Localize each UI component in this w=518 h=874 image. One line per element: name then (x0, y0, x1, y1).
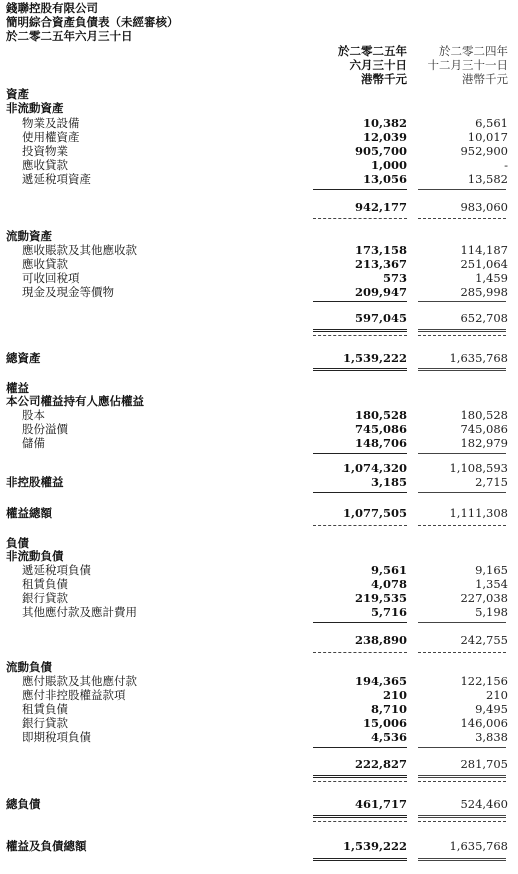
row-label: 銀行貸款 (22, 591, 68, 605)
section-non-current-assets: 非流動資產 (6, 101, 64, 115)
subtotal-current: 238,890 (354, 633, 407, 647)
rule-line (418, 652, 506, 653)
row-prior: 227,038 (460, 591, 508, 605)
rule-line (313, 858, 407, 861)
row-label: 應收貸款 (22, 158, 68, 172)
grand-total-current: 1,539,222 (342, 839, 407, 853)
subtotal-prior: 1,108,593 (449, 461, 508, 475)
row-label: 即期稅項負債 (22, 730, 91, 744)
section-equity: 權益 (6, 381, 29, 395)
row-current: 15,006 (362, 716, 407, 730)
rule-line (418, 218, 506, 219)
rule-line (418, 781, 506, 782)
row-current: 8,710 (370, 702, 407, 716)
section-assets: 資產 (6, 87, 29, 101)
row-label: 應收賬款及其他應收款 (22, 243, 137, 257)
rule-line (313, 821, 407, 822)
row-prior: 182,979 (460, 436, 508, 450)
row-current: 573 (382, 271, 407, 285)
row-prior: 952,900 (460, 144, 508, 158)
row-label: 使用權資產 (22, 130, 80, 144)
rule-line (418, 492, 506, 493)
row-label: 租賃負債 (22, 577, 68, 591)
row-current: 180,528 (354, 408, 407, 422)
row-current: 4,536 (370, 730, 407, 744)
row-prior: 10,017 (467, 130, 508, 144)
subtotal-prior: 281,705 (460, 757, 508, 771)
total-assets-prior: 1,635,768 (449, 351, 508, 365)
row-label: 應付非控股權益款項 (22, 688, 126, 702)
row-label: 遞延稅項負債 (22, 563, 91, 577)
rule-line (418, 815, 506, 818)
row-label: 股本 (22, 408, 45, 422)
total-liabilities-current: 461,717 (354, 797, 407, 811)
rule-line (313, 368, 407, 371)
total-equity-current: 1,077,505 (342, 506, 407, 520)
rule-line (418, 189, 506, 190)
row-label: 遞延稅項資產 (22, 172, 91, 186)
rule-line (313, 525, 407, 526)
row-current: 9,561 (370, 563, 407, 577)
row-current: 194,365 (354, 674, 407, 688)
rule-line (418, 329, 506, 332)
row-prior: 122,156 (460, 674, 508, 688)
total-assets-label: 總資產 (6, 351, 41, 365)
row-current: 5,716 (370, 605, 407, 619)
rule-line (418, 747, 506, 748)
rule-line (418, 453, 506, 454)
row-prior: 9,165 (475, 563, 508, 577)
row-current: 173,158 (354, 243, 407, 257)
rule-line (313, 781, 407, 782)
total-liabilities-label: 總負債 (6, 797, 41, 811)
row-prior: 6,561 (475, 116, 508, 130)
row-prior: 745,086 (460, 422, 508, 436)
rule-line (418, 622, 506, 623)
row-label: 銀行貸款 (22, 716, 68, 730)
subtotal-current: 597,045 (354, 311, 407, 325)
section-non-current-liabilities: 非流動負債 (6, 549, 64, 563)
row-label: 物業及設備 (22, 116, 80, 130)
rule-line (313, 329, 407, 332)
col-current-line1: 於二零二五年 (338, 44, 407, 58)
row-prior: - (504, 158, 508, 172)
row-current: 209,947 (354, 285, 407, 299)
section-equity-attributable: 本公司權益持有人應佔權益 (6, 394, 144, 408)
subtotal-prior: 242,755 (460, 633, 508, 647)
rule-line (313, 335, 407, 336)
row-prior: 180,528 (460, 408, 508, 422)
row-prior: 251,064 (460, 257, 508, 271)
rule-line (418, 525, 506, 526)
row-label: 可收回稅項 (22, 271, 80, 285)
total-equity-label: 權益總額 (6, 506, 52, 520)
rule-line (313, 775, 407, 778)
rule-line (418, 368, 506, 371)
row-prior: 146,006 (460, 716, 508, 730)
rule-line (313, 652, 407, 653)
row-current: 213,367 (354, 257, 407, 271)
rule-line (418, 335, 506, 336)
grand-total-label: 權益及負債總額 (6, 839, 87, 853)
row-prior: 13,582 (467, 172, 508, 186)
section-current-assets: 流動資產 (6, 229, 52, 243)
section-liabilities: 負債 (6, 536, 29, 550)
rule-line (313, 747, 407, 748)
row-label: 租賃負債 (22, 702, 68, 716)
row-current: 4,078 (370, 577, 407, 591)
col-prior-line2: 十二月三十一日 (427, 58, 508, 72)
row-current: 210 (382, 688, 407, 702)
row-label: 應收貸款 (22, 257, 68, 271)
total-liabilities-prior: 524,460 (460, 797, 508, 811)
rule-line (418, 301, 506, 302)
nci-prior: 2,715 (475, 475, 508, 489)
nci-label: 非控股權益 (6, 475, 64, 489)
row-prior: 114,187 (460, 243, 508, 257)
rule-line (313, 622, 407, 623)
row-current: 148,706 (354, 436, 407, 450)
col-current-line3: 港幣千元 (361, 72, 407, 86)
row-current: 13,056 (362, 172, 407, 186)
subtotal-prior: 652,708 (460, 311, 508, 325)
rule-line (313, 453, 407, 454)
row-current: 10,382 (362, 116, 407, 130)
row-prior: 5,198 (475, 605, 508, 619)
row-current: 12,039 (362, 130, 407, 144)
row-current: 1,000 (370, 158, 407, 172)
row-label: 儲備 (22, 436, 45, 450)
rule-line (313, 301, 407, 302)
subtotal-prior: 983,060 (460, 200, 508, 214)
company-name: 錢聯控股有限公司 (6, 1, 98, 15)
col-prior-line3: 港幣千元 (462, 72, 508, 86)
subtotal-current: 1,074,320 (342, 461, 407, 475)
rule-line (313, 189, 407, 190)
row-current: 745,086 (354, 422, 407, 436)
row-prior: 1,354 (475, 577, 508, 591)
row-prior: 3,838 (475, 730, 508, 744)
subtotal-current: 942,177 (354, 200, 407, 214)
rule-line (418, 821, 506, 822)
col-current-line2: 六月三十日 (349, 58, 407, 72)
row-current: 905,700 (354, 144, 407, 158)
statement-title: 簡明綜合資產負債表（未經審核） (6, 15, 179, 29)
row-prior: 210 (486, 688, 508, 702)
row-label: 股份溢價 (22, 422, 68, 436)
statement-date: 於二零二五年六月三十日 (6, 29, 133, 43)
rule-line (313, 218, 407, 219)
row-label: 投資物業 (22, 144, 68, 158)
rule-line (313, 492, 407, 493)
col-prior-line1: 於二零二四年 (439, 44, 508, 58)
rule-line (418, 775, 506, 778)
row-prior: 1,459 (475, 271, 508, 285)
row-prior: 9,495 (475, 702, 508, 716)
rule-line (418, 858, 506, 861)
subtotal-current: 222,827 (354, 757, 407, 771)
row-label: 應付賬款及其他應付款 (22, 674, 137, 688)
row-current: 219,535 (354, 591, 407, 605)
total-equity-prior: 1,111,308 (449, 506, 508, 520)
row-prior: 285,998 (460, 285, 508, 299)
grand-total-prior: 1,635,768 (449, 839, 508, 853)
nci-current: 3,185 (370, 475, 407, 489)
rule-line (313, 815, 407, 818)
section-current-liabilities: 流動負債 (6, 660, 52, 674)
row-label: 現金及現金等價物 (22, 285, 114, 299)
total-assets-current: 1,539,222 (342, 351, 407, 365)
row-label: 其他應付款及應計費用 (22, 605, 137, 619)
